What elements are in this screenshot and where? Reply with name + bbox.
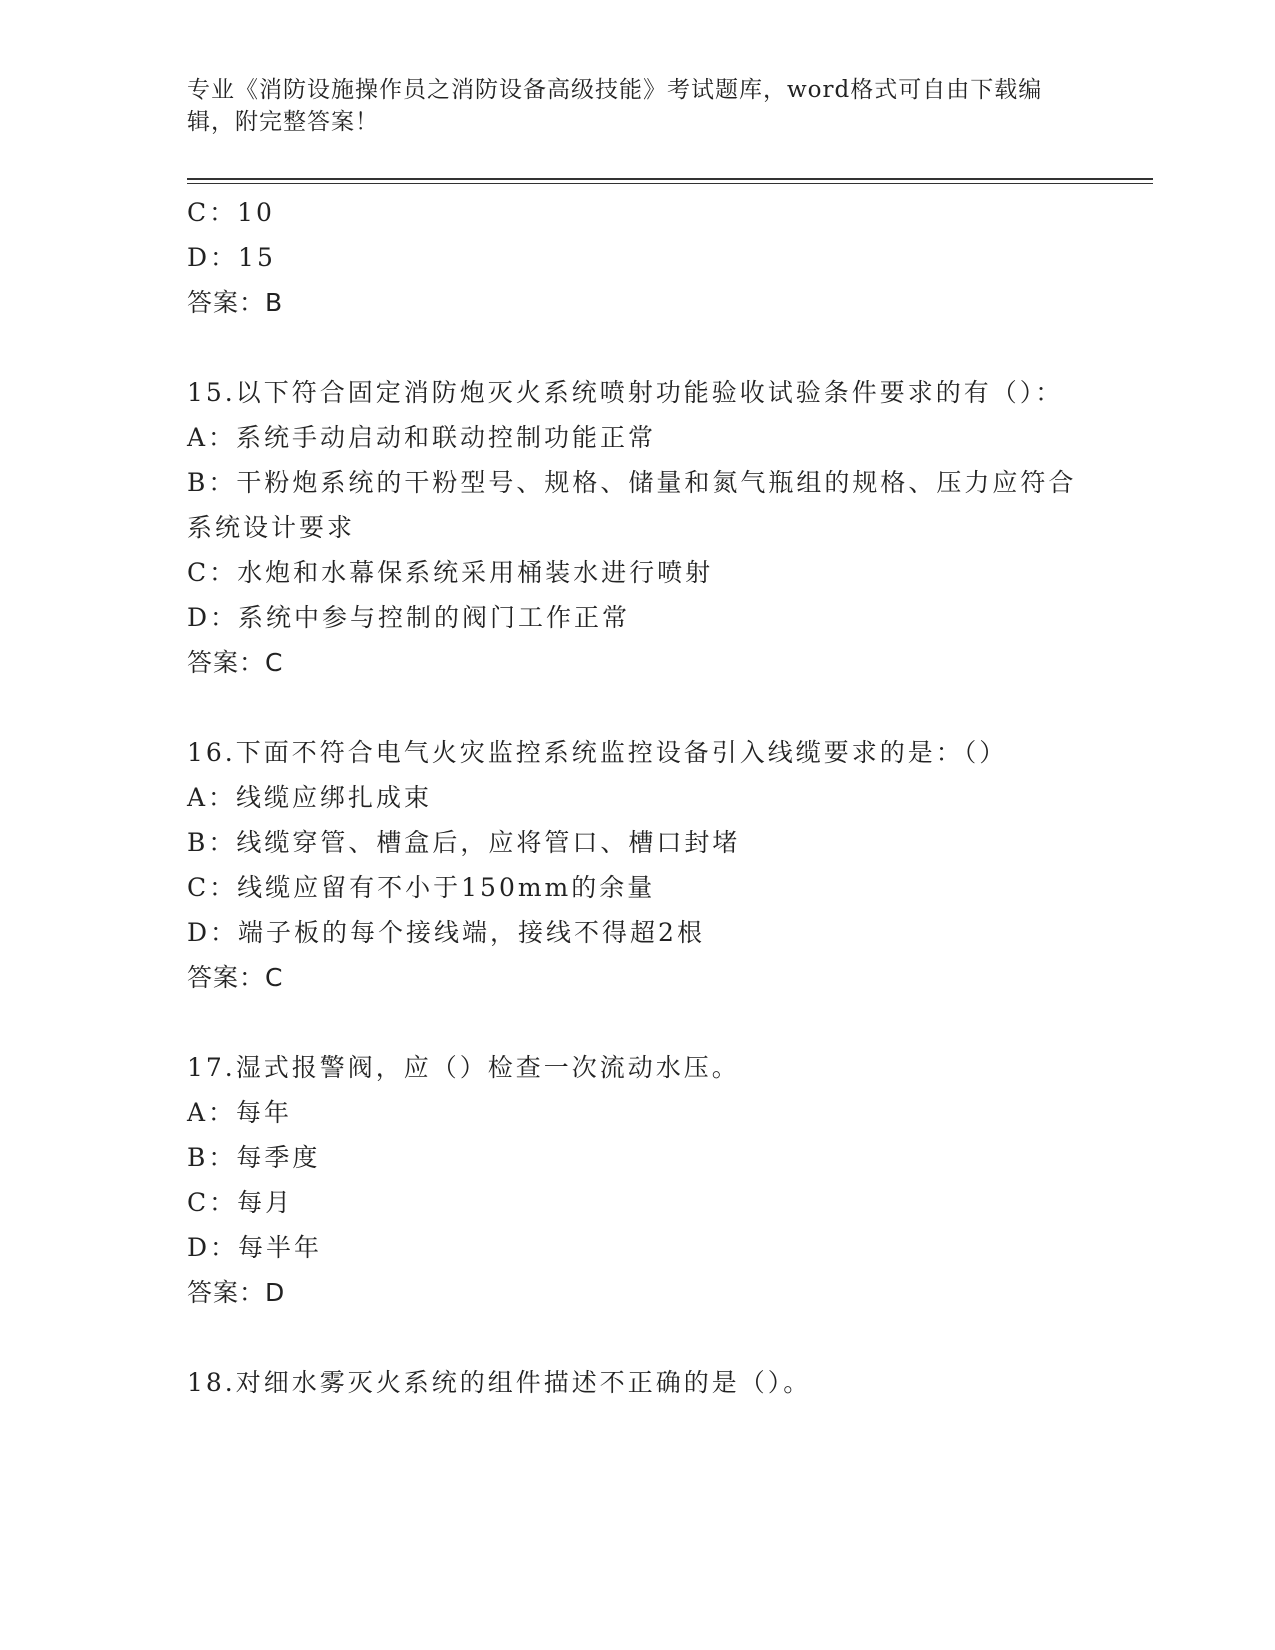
- question-16: [187, 730, 1087, 1000]
- answer-line: 答案：C: [187, 648, 284, 677]
- answer-line: 答案：D: [187, 1278, 286, 1307]
- option-a: A：每年: [187, 1098, 293, 1127]
- header-divider-thin: [187, 183, 1153, 184]
- header-divider-thick: [187, 178, 1153, 180]
- question-list: [187, 190, 1087, 1405]
- question-17: [187, 1045, 1087, 1315]
- option-d: D：系统中参与控制的阀门工作正常: [187, 603, 631, 632]
- option-b: B：干粉炮系统的干粉型号、规格、储量和氮气瓶组的规格、压力应符合系统设计要求: [187, 468, 1077, 542]
- previous-question-tail: [187, 190, 1087, 325]
- option-d: D：端子板的每个接线端，接线不得超2根: [187, 918, 705, 947]
- option-c: C：线缆应留有不小于150mm的余量: [187, 873, 656, 902]
- question-stem: 17.湿式报警阀，应（）检查一次流动水压。: [187, 1053, 740, 1082]
- question-stem: 18.对细水雾灭火系统的组件描述不正确的是（）。: [187, 1368, 812, 1397]
- option-b: B：每季度: [187, 1143, 321, 1172]
- spacer: [187, 1315, 1087, 1360]
- spacer: [187, 325, 1087, 370]
- option-c: C：水炮和水幕保系统采用桶装水进行喷射: [187, 558, 714, 587]
- answer-line: 答案：C: [187, 963, 284, 992]
- answer-line: 答案：B: [187, 288, 284, 317]
- option-b: B：线缆穿管、槽盒后，应将管口、槽口封堵: [187, 828, 741, 857]
- option-a: A：系统手动启动和联动控制功能正常: [187, 423, 657, 452]
- spacer: [187, 685, 1087, 730]
- question-15: [187, 370, 1087, 685]
- option-d: D：每半年: [187, 1233, 323, 1262]
- question-18: [187, 1360, 1087, 1405]
- question-stem: 16.下面不符合电气火灾监控系统监控设备引入线缆要求的是：（）: [187, 738, 1008, 767]
- option-c: C：10: [187, 198, 275, 227]
- question-stem: 15.以下符合固定消防炮灭火系统喷射功能验收试验条件要求的有（）：: [187, 378, 1064, 407]
- document-header: 专业《消防设施操作员之消防设备高级技能》考试题库，word格式可自由下载编辑，附完整答案！: [187, 77, 1043, 135]
- option-a: A：线缆应绑扎成束: [187, 783, 433, 812]
- option-c: C：每月: [187, 1188, 294, 1217]
- option-d: D：15: [187, 243, 276, 272]
- spacer: [187, 1000, 1087, 1045]
